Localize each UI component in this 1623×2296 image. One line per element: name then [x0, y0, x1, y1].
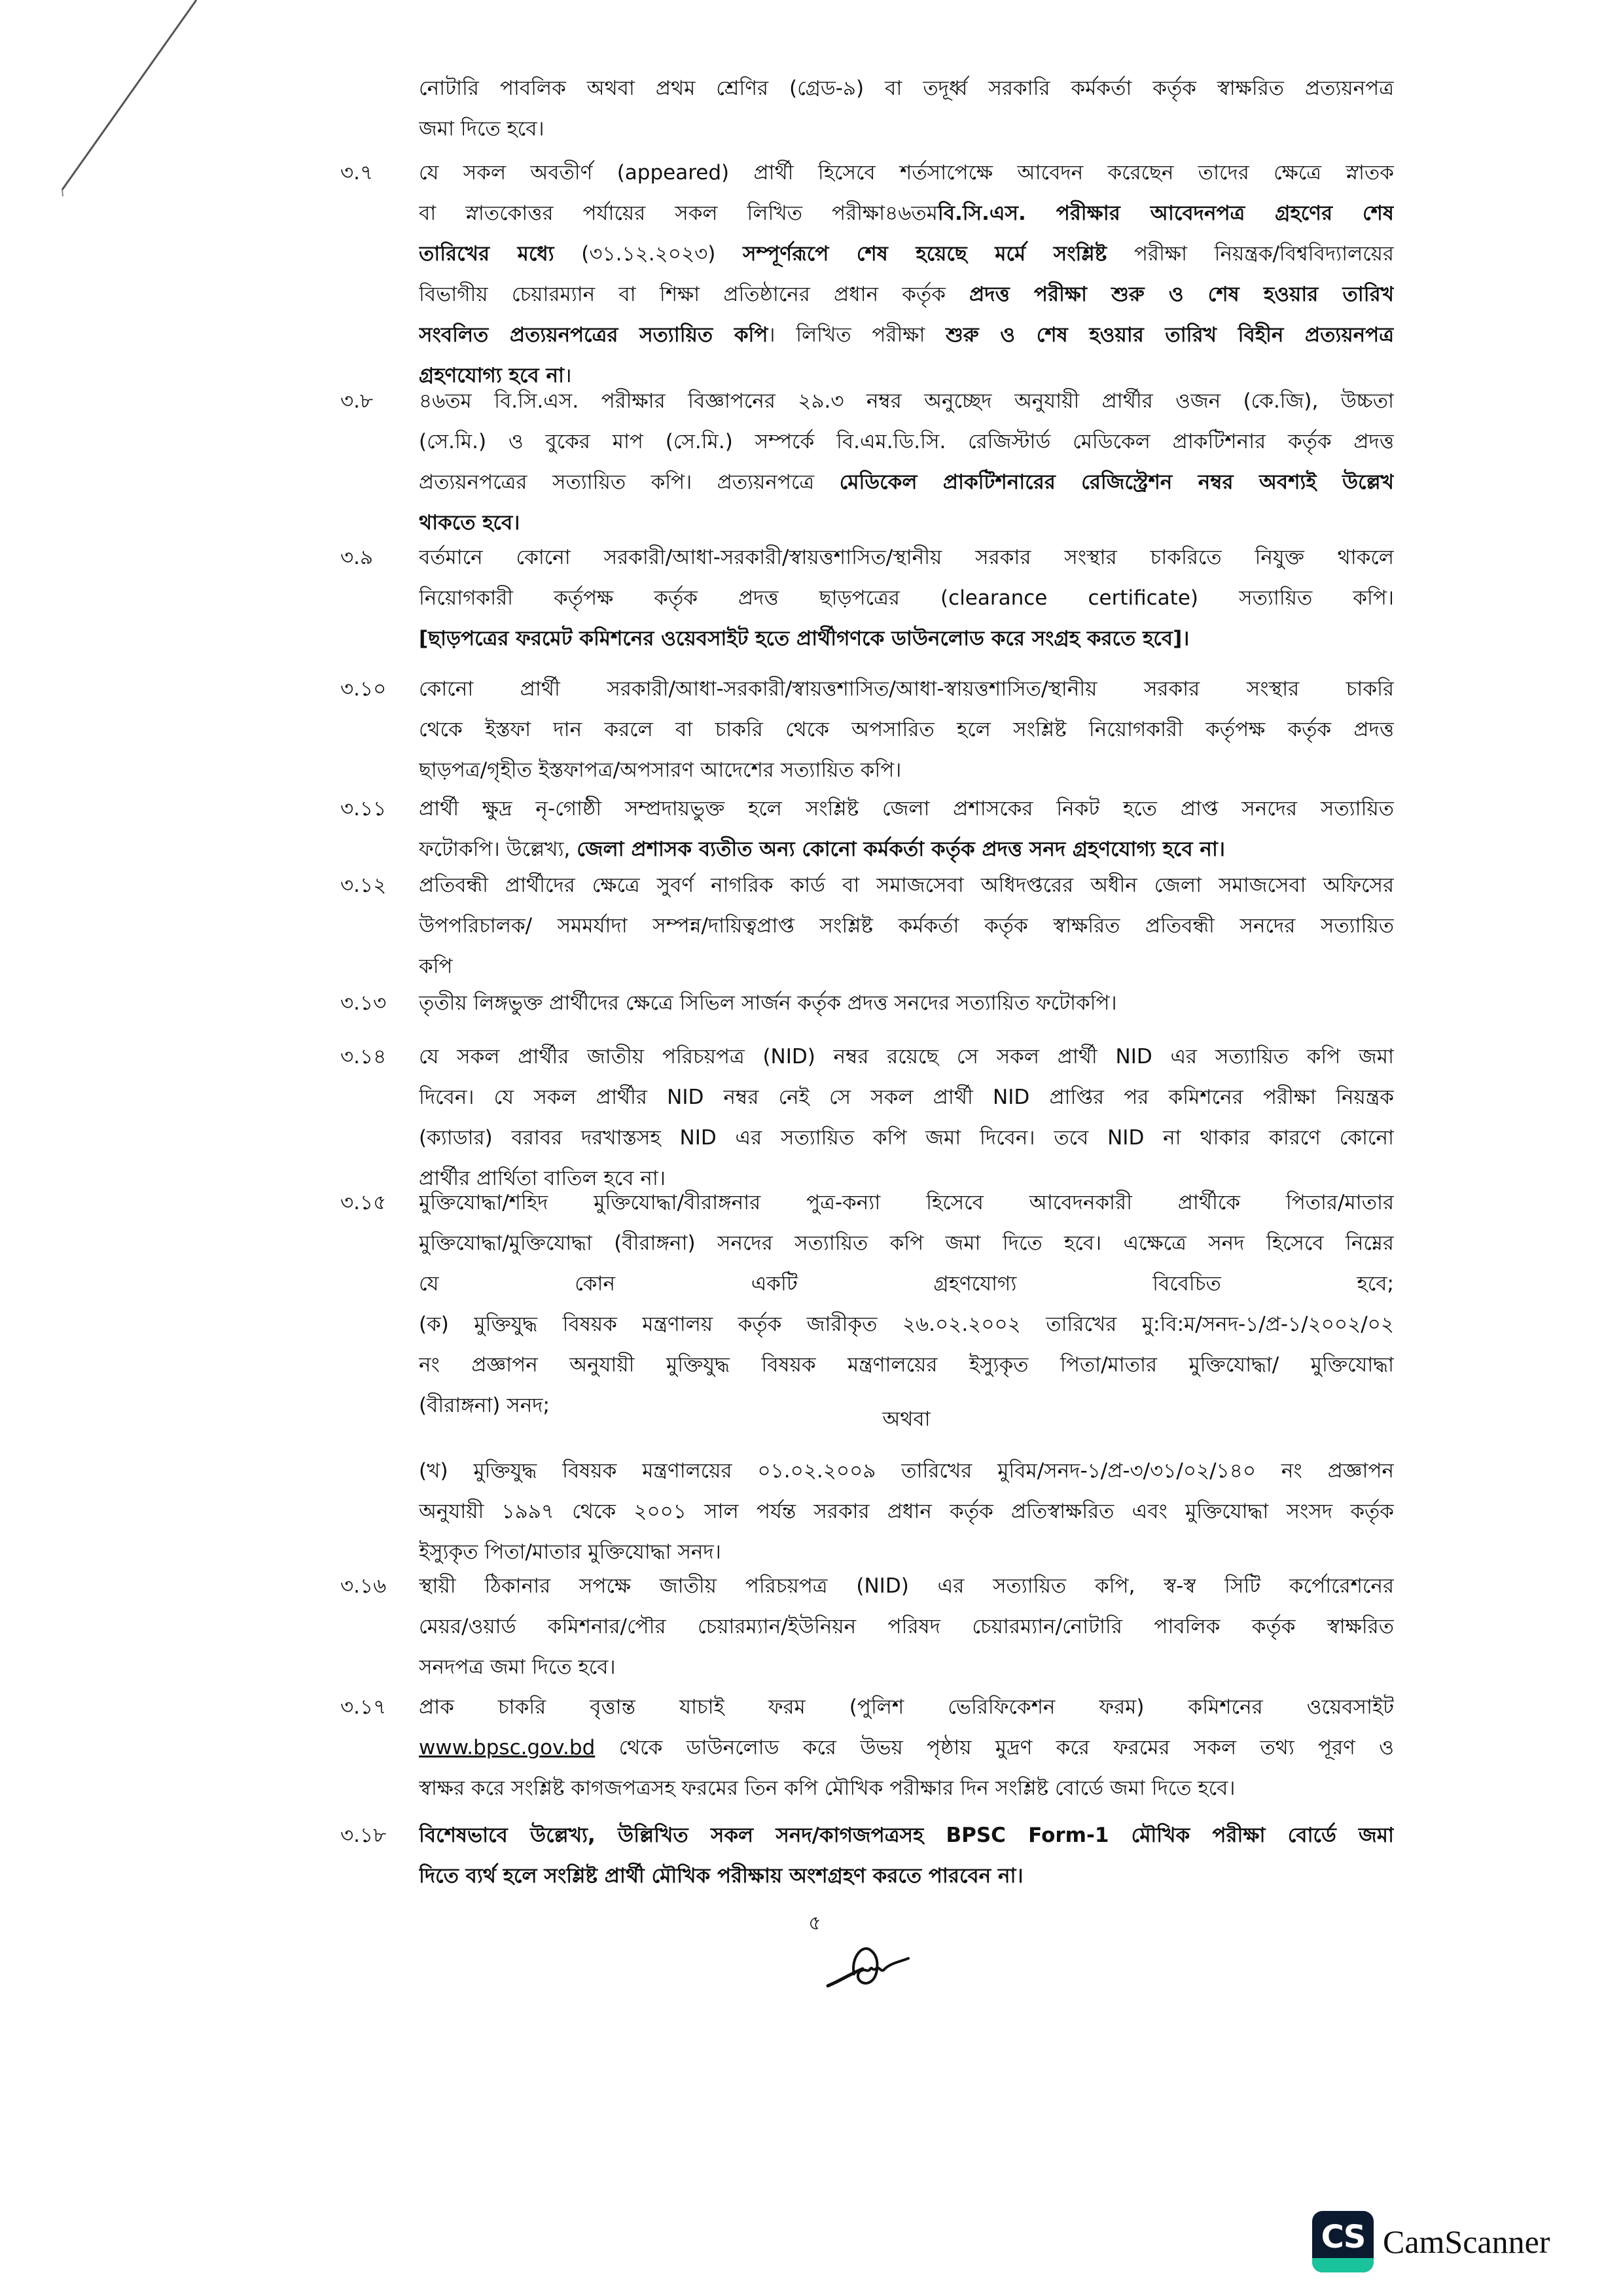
- section-number: ৩.১৭: [340, 1695, 387, 1719]
- signature: [825, 1940, 929, 1992]
- bold-text: সম্পূর্ণরূপে শেষ হয়েছে মর্মে সংশ্লিষ্ট: [743, 242, 1107, 266]
- text-segment: মেয়র/ওয়ার্ড কমিশনার/পৌর চেয়ারম্যান/ইউনিয়ন পরিষদ চেয়ারম্যান/নোটারি পাবলিক কর্তৃক স্বাক্ষরিত: [419, 1615, 1394, 1638]
- text-line: [419, 381, 1394, 421]
- text-line: [419, 709, 1394, 750]
- text-line: [419, 274, 1394, 315]
- text-segment: সনদপত্র জমা দিতে হবে।: [419, 1655, 616, 1679]
- text-segment: পরীক্ষা নিয়ন্ত্রক/বিশ্ববিদ্যালয়ের: [1107, 242, 1394, 266]
- text-segment: ছাড়পত্র/গৃহীত ইস্তফাপত্র/অপসারণ আদেশের সত্যায়িত কপি।: [419, 758, 902, 782]
- section-text: [419, 537, 1394, 659]
- text-line: [419, 618, 1394, 659]
- text-segment: স্বাক্ষর করে সংশ্লিষ্ট কাগজপত্রসহ ফরমের তিন কপি মৌখিক পরীক্ষার দিন সংশ্লিষ্ট বোর্ডে জমা দিতে হবে।: [419, 1776, 1236, 1800]
- text-segment: প্রত্যয়নপত্রের সত্যায়িত কপি। প্রত্যয়নপত্রে: [419, 470, 840, 494]
- section-number: ৩.১৮: [340, 1824, 387, 1847]
- section-text: [419, 1036, 1394, 1199]
- text-line: [419, 315, 1394, 355]
- text-segment: যে সকল প্রার্থীর জাতীয় পরিচয়পত্র (NID) নম্বর রয়েছে সে সকল প্রার্থী NID এর সত্যায়িত কপি জমা: [419, 1045, 1394, 1069]
- text-segment: যে সকল অবতীর্ণ (appeared) প্রার্থী হিসেবে শর্তসাপেক্ষে আবেদন করেছেন তাদের ক্ষেত্রে স্নাতক: [419, 161, 1394, 185]
- section-text: [419, 1451, 1394, 1572]
- text-line: [419, 1345, 1394, 1385]
- text-line: [419, 1856, 1394, 1896]
- website-link[interactable]: www.bpsc.gov.bd: [419, 1736, 596, 1759]
- section-text: [419, 669, 1394, 790]
- text-line: [419, 537, 1394, 578]
- text-line: [419, 68, 1394, 109]
- text-line: [419, 578, 1394, 618]
- text-segment: প্রার্থীর প্রার্থিতা বাতিল হবে না।: [419, 1167, 666, 1190]
- text-segment: বর্তমানে কোনো সরকারী/আধা-সরকারী/স্বায়ত্তশাসিত/স্থানীয় সরকার সংস্থার চাকরিতে নিযুক্ত থাকলে: [419, 546, 1394, 569]
- text-segment: তৃতীয় লিঙ্গভুক্ত প্রার্থীদের ক্ষেত্রে সিভিল সার্জন কর্তৃক প্রদত্ত সনদের সত্যায়িত ফটোকপি।: [419, 991, 1117, 1015]
- text-segment: (বীরাঙ্গনা) সনদ;: [419, 1394, 550, 1417]
- text-segment: ৪৬তম বি.সি.এস. পরীক্ষার বিজ্ঞাপনের ২৯.৩ নম্বর অনুচ্ছেদ অনুযায়ী প্রার্থীর ওজন (কে.জি), উচ্চতা: [419, 389, 1394, 413]
- logo-text: CS: [1321, 2219, 1365, 2255]
- text-segment: কপি: [419, 955, 453, 978]
- bold-text: থাকতে হবে।: [419, 511, 520, 535]
- text-line: [419, 1491, 1394, 1532]
- section-text: [419, 68, 1394, 149]
- text-segment: দিবেন। যে সকল প্রার্থীর NID নম্বর নেই সে সকল প্রার্থী NID প্রাপ্তির পর কমিশনের পরীক্ষা নিয়ন্ত্রক: [419, 1086, 1394, 1109]
- bold-text: দিতে ব্যর্থ হলে সংশ্লিষ্ট প্রার্থী মৌখিক পরীক্ষায় অংশগ্রহণ করতে পারবেন না।: [419, 1864, 1024, 1888]
- text-segment: থেকে ডাউনলোড করে উভয় পৃষ্ঠায় মুদ্রণ করে ফরমের সকল তথ্য পূরণ ও: [595, 1736, 1394, 1759]
- text-segment: জমা দিতে হবে।: [419, 117, 544, 141]
- text-line: [419, 462, 1394, 503]
- text-segment: । লিখিত পরীক্ষা: [768, 323, 946, 347]
- text-segment: যে কোন একটি গ্রহণযোগ্য বিবেচিত হবে;: [419, 1272, 1394, 1296]
- bold-text: প্রদত্ত পরীক্ষা শুরু ও শেষ হওয়ার তারিখ: [969, 283, 1394, 306]
- camscanner-logo-icon: [1312, 2211, 1374, 2272]
- logo-accent-stripe: [1312, 2258, 1374, 2272]
- text-line: [419, 750, 1394, 790]
- text-segment: নিয়োগকারী কর্তৃপক্ষ কর্তৃক প্রদত্ত ছাড়পত্রের (clearance certificate) সত্যায়িত কপি।: [419, 586, 1394, 610]
- section-text: [419, 983, 1394, 1023]
- section-text: [419, 1566, 1394, 1687]
- section-text: [419, 1182, 1394, 1426]
- text-segment: বিভাগীয় চেয়ারম্যান বা শিক্ষা প্রতিষ্ঠানের প্রধান কর্তৃক: [419, 283, 970, 306]
- section-number: ৩.১০: [340, 677, 387, 701]
- section-number: ৩.১৫: [340, 1191, 387, 1214]
- text-line: [419, 906, 1394, 946]
- text-segment: (খ) মুক্তিযুদ্ধ বিষয়ক মন্ত্রণালয়ের ০১.০২.২০০৯ তারিখের মুবিম/সনদ-১/প্র-৩/৩১/০২/১৪০ নং প্রজ্ঞাপন: [419, 1459, 1394, 1483]
- text-segment: থেকে ইস্তফা দান করলে বা চাকরি থেকে অপসারিত হলে সংশ্লিষ্ট নিয়োগকারী কর্তৃপক্ষ কর্তৃক প্রদত্ত: [419, 718, 1394, 741]
- section-text: [419, 381, 1394, 543]
- bold-text: শুরু ও শেষ হওয়ার তারিখ বিহীন প্রত্যয়নপত্র: [946, 323, 1394, 347]
- section-number: ৩.১১: [340, 797, 387, 821]
- text-segment: অনুযায়ী ১৯৯৭ থেকে ২০০১ সাল পর্যন্ত সরকার প্রধান কর্তৃক প্রতিস্বাক্ষরিত এবং মুক্তিযোদ্ধা সংসদ কর্তৃক: [419, 1500, 1394, 1523]
- section-number: ৩.৭: [340, 161, 374, 185]
- text-line: [419, 109, 1394, 149]
- text-line: [419, 1606, 1394, 1647]
- text-segment: প্রতিবন্ধী প্রার্থীদের ক্ষেত্রে সুবর্ণ নাগরিক কার্ড বা সমাজসেবা অধিদপ্তরের অধীন জেলা সমাজসেবা অফিসের: [419, 874, 1394, 897]
- section-text: [419, 1687, 1394, 1809]
- text-line: [419, 1687, 1394, 1727]
- bold-text: মেডিকেল প্রাকটিশনারের রেজিস্ট্রেশন নম্বর অবশ্যই উল্লেখ: [839, 470, 1394, 494]
- text-line: [419, 865, 1394, 906]
- text-segment: স্থায়ী ঠিকানার সপক্ষে জাতীয় পরিচয়পত্র (NID) এর সত্যায়িত কপি, স্ব-স্ব সিটি কর্পোরেশনের: [419, 1574, 1394, 1598]
- camscanner-watermark: [1312, 2210, 1550, 2273]
- bold-text: [ছাড়পত্রের ফরমেট কমিশনের ওয়েবসাইট হতে প্রার্থীগণকে ডাউনলোড করে সংগ্রহ করতে হবে]।: [419, 627, 1190, 650]
- text-line: [419, 788, 1394, 829]
- text-segment: প্রার্থী ক্ষুদ্র নৃ-গোষ্ঠী সম্প্রদায়ভুক্ত হলে সংশ্লিষ্ট জেলা প্রশাসকের নিকট হতে প্রাপ্ত সনদের সত্যায়িত: [419, 797, 1394, 821]
- camscanner-brand-name: CamScanner: [1383, 2223, 1550, 2260]
- text-segment: মুক্তিযোদ্ধা/মুক্তিযোদ্ধা (বীরাঙ্গনা) সনদের সত্যায়িত কপি জমা দিতে হবে। এক্ষেত্রে সনদ হিসেবে নিম্নের: [419, 1231, 1394, 1255]
- bold-text: জেলা প্রশাসক ব্যতীত অন্য কোনো কর্মকর্তা কর্তৃক প্রদত্ত সনদ গ্রহণযোগ্য হবে না।: [577, 838, 1225, 861]
- text-line: [419, 1815, 1394, 1856]
- text-segment: (ক্যাডার) বরাবর দরখাস্তসহ NID এর সত্যায়িত কপি জমা দিবেন। তবে NID না থাকার কারণে কোনো: [419, 1126, 1394, 1150]
- bold-text: তারিখের মধ্যে: [419, 242, 554, 266]
- section-number: ৩.৯: [340, 546, 374, 569]
- bold-text: সংবলিত প্রত্যয়নপত্রের সত্যায়িত কপি: [419, 323, 768, 347]
- text-line: [419, 421, 1394, 462]
- text-segment: (ক) মুক্তিযুদ্ধ বিষয়ক মন্ত্রণালয় কর্তৃক জারীকৃত ২৬.০২.২০০২ তারিখের মু:বি:ম/সনদ-১/প্র-১/২০০২/০২: [419, 1313, 1394, 1336]
- section-number: ৩.১৩: [340, 991, 387, 1015]
- text-segment: মুক্তিযোদ্ধা/শহিদ মুক্তিযোদ্ধা/বীরাঙ্গনার পুত্র-কন্যা হিসেবে আবেদনকারী প্রার্থীকে পিতার/মাতার: [419, 1191, 1394, 1214]
- text-line: [419, 234, 1394, 274]
- text-line: [419, 1647, 1394, 1687]
- text-line: [419, 1182, 1394, 1223]
- section-number: ৩.১৬: [340, 1574, 387, 1598]
- section-text: [419, 152, 1394, 396]
- text-segment: প্রাক চাকরি বৃত্তান্ত যাচাই ফরম (পুলিশ ভেরিফিকেশন ফরম) কমিশনের ওয়েবসাইট: [419, 1695, 1394, 1719]
- bold-text: গ্রহণযোগ্য হবে না: [419, 364, 564, 387]
- text-line: [419, 983, 1394, 1023]
- scan-edge-line: [0, 0, 327, 314]
- text-line: [419, 1223, 1394, 1263]
- text-line: [419, 1768, 1394, 1809]
- section-text: [419, 865, 1394, 987]
- section-number: ৩.১৪: [340, 1045, 387, 1069]
- text-segment: কোনো প্রার্থী সরকারী/আধা-সরকারী/স্বায়ত্তশাসিত/আধা-স্বায়ত্তশাসিত/স্থানীয় সরকার সংস্থার চাকরি: [419, 677, 1394, 701]
- text-line: [419, 829, 1394, 870]
- text-segment: উপপরিচালক/ সমমর্যাদা সম্পন্ন/দায়িত্বপ্রাপ্ত সংশ্লিষ্ট কর্মকর্তা কর্তৃক স্বাক্ষরিত প্রতিবন্ধী সনদের সত্যায়িত: [419, 914, 1394, 938]
- text-line: [419, 1566, 1394, 1606]
- section-number: ৩.৮: [340, 389, 374, 413]
- text-line: [419, 669, 1394, 709]
- bold-text: বিশেষভাবে উল্লেখ্য, উল্লিখিত সকল সনদ/কাগজপত্রসহ BPSC Form-1 মৌখিক পরীক্ষা বোর্ডে জমা: [419, 1824, 1394, 1847]
- section-text: [419, 788, 1394, 870]
- text-line: [419, 1036, 1394, 1077]
- text-segment: ইস্যুকৃত পিতা/মাতার মুক্তিযোদ্ধা সনদ।: [419, 1540, 721, 1564]
- text-segment: নং প্রজ্ঞাপন অনুযায়ী মুক্তিযুদ্ধ বিষয়ক মন্ত্রণালয়ের ইস্যুকৃত পিতা/মাতার মুক্তিযোদ্ধা/ মুক্তিযোদ্ধা: [419, 1353, 1394, 1377]
- text-line: [419, 1263, 1394, 1304]
- text-line: [419, 1077, 1394, 1118]
- section-text: [419, 1815, 1394, 1896]
- text-line: [419, 1304, 1394, 1345]
- text-segment: ফটোকপি। উল্লেখ্য,: [419, 838, 577, 861]
- text-line: [419, 946, 1394, 987]
- text-segment: বা স্নাতকোত্তর পর্যায়ের সকল লিখিত পরীক্ষা৪৬তম: [419, 202, 938, 225]
- text-segment: নোটারি পাবলিক অথবা প্রথম শ্রেণির (গ্রেড-৯) বা তদূর্ধ্ব সরকারি কর্মকর্তা কর্তৃক স্বাক্ষরিত প্রত্যয়নপত্র: [419, 77, 1394, 100]
- text-segment: (সে.মি.) ও বুকের মাপ (সে.মি.) সম্পর্কে বি.এম.ডি.সি. রেজিস্টার্ড মেডিকেল প্রাকটিশনার কর্তৃক প্রদত্ত: [419, 430, 1394, 453]
- text-line: [419, 193, 1394, 234]
- text-line: [419, 1451, 1394, 1491]
- or-separator: অথবা: [882, 1407, 931, 1431]
- text-line: [419, 1727, 1394, 1768]
- text-segment: (৩১.১২.২০২৩): [554, 242, 743, 266]
- text-line: [419, 152, 1394, 193]
- text-segment: ।: [563, 364, 572, 387]
- page-number: ৫: [808, 1912, 821, 1935]
- bold-text: বি.সি.এস. পরীক্ষার আবেদনপত্র গ্রহণের শেষ: [937, 202, 1394, 225]
- text-line: [419, 1118, 1394, 1158]
- section-number: ৩.১২: [340, 874, 387, 897]
